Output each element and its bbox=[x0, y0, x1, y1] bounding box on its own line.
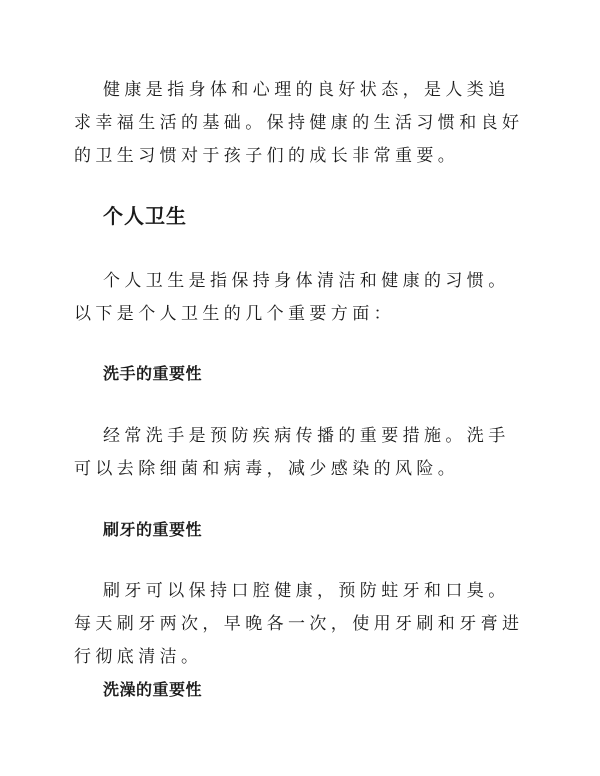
toothbrushing-paragraph: 刷牙可以保持口腔健康，预防蛀牙和口臭。每天刷牙两次，早晚各一次，使用牙刷和牙膏进行彻底清洁。 bbox=[74, 581, 524, 667]
subheading-toothbrushing: 刷牙的重要性 bbox=[103, 520, 203, 539]
subheading-handwashing: 洗手的重要性 bbox=[103, 364, 203, 383]
handwashing-paragraph: 经常洗手是预防疾病传播的重要措施。洗手可以去除细菌和病毒，减少感染的风险。 bbox=[74, 426, 510, 479]
intro-paragraph: 健康是指身体和心理的良好状态，是人类追求幸福生活的基础。保持健康的生活习惯和良好的卫生习惯对于孩子们的成长非常重要。 bbox=[74, 80, 524, 166]
section-paragraph: 个人卫生是指保持身体清洁和健康的习惯。以下是个人卫生的几个重要方面： bbox=[74, 271, 510, 324]
subheading-bathing: 洗澡的重要性 bbox=[103, 680, 203, 699]
section-heading-personal-hygiene: 个人卫生 bbox=[103, 204, 187, 228]
